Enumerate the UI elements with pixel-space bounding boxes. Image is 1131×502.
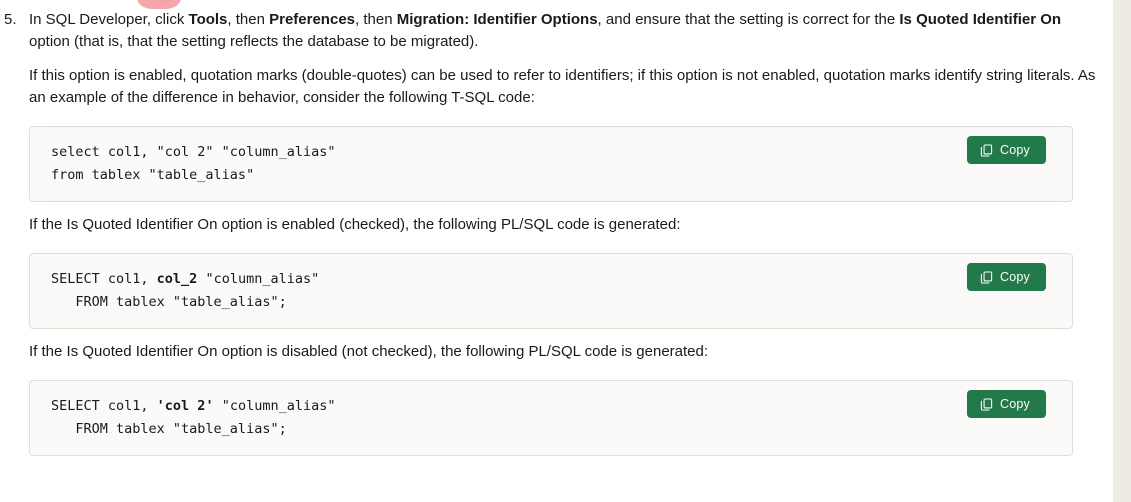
copy-button-label: Copy [1000,397,1030,411]
list-item-number: 5. [4,11,17,28]
copy-icon [980,271,993,284]
page-scrollbar-gutter[interactable] [1113,0,1131,502]
copy-button-label: Copy [1000,143,1030,157]
code-block-tsql-sample [29,126,1073,202]
code-text: select col1, "col 2" "column_alias" from tablex "table_alias" [51,144,336,183]
copy-button-plsql-quoted-disabled[interactable] [967,390,1046,418]
step-rich-text: In SQL Developer, click Tools, then Preferences, then Migration: Identifier Options, and ensure that the setting is correct for the Is Quoted Identifier On option (that is, that the setting reflects the database to be migrated). [29,11,1062,50]
ordered-list-item-5 [0,4,1100,456]
code-text: SELECT col1, col_2 "column_alias" FROM tablex "table_alias"; [51,271,320,310]
code-text: SELECT col1, 'col 2' "column_alias" FROM tablex "table_alias"; [51,398,336,437]
intro-paragraph: If this option is enabled, quotation marks (double-quotes) can be used to refer to identifiers; if this option is not enabled, quotation marks identify string literals. As an example of the difference in behavior, consider the following T-SQL code: [29,67,1096,106]
copy-button-plsql-quoted-enabled[interactable] [967,263,1046,291]
disabled-note-paragraph: If the Is Quoted Identifier On option is disabled (not checked), the following PL/SQL code is generated: [29,343,709,360]
copy-button-label: Copy [1000,270,1030,284]
step-instruction-text [29,4,1100,53]
copy-icon [980,144,993,157]
code-block-plsql-quoted-disabled [29,380,1073,456]
code-block-plsql-quoted-enabled [29,253,1073,329]
copy-button-tsql-sample[interactable] [967,136,1046,164]
copy-icon [980,398,993,411]
enabled-note-paragraph: If the Is Quoted Identifier On option is enabled (checked), the following PL/SQL code is generated: [29,216,681,233]
